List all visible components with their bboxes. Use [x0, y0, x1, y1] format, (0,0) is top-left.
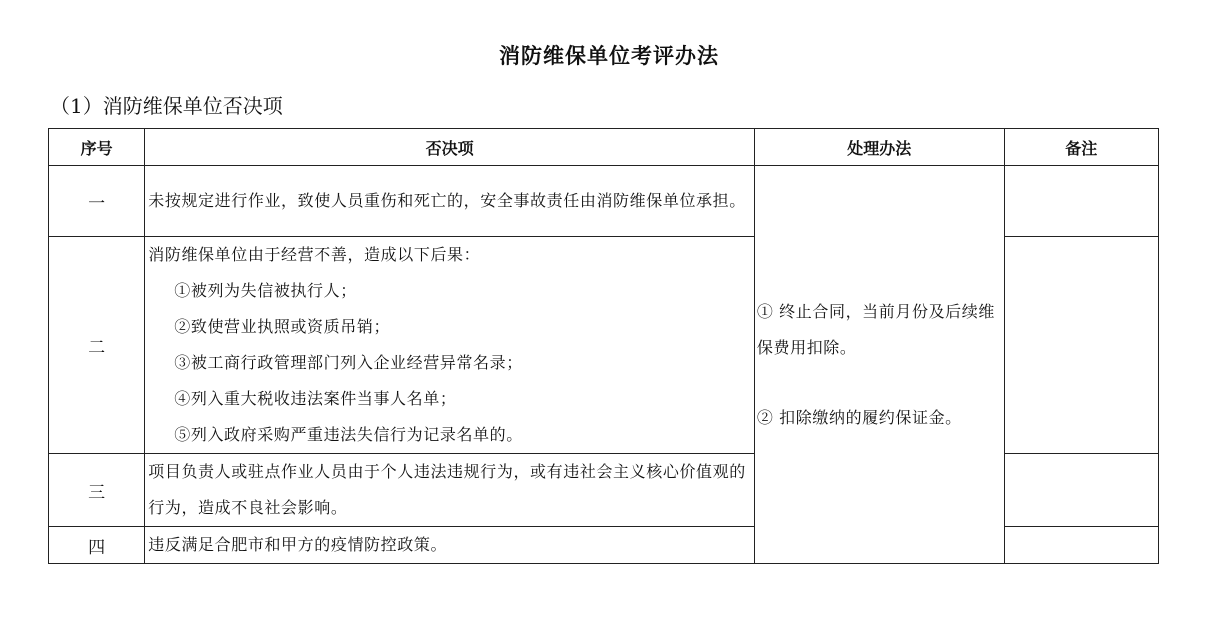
row-number: 三 [49, 454, 145, 527]
veto-item-text [145, 237, 755, 454]
veto-sub-item: ①被列为失信被执行人； [174, 281, 357, 300]
veto-sub-item: ④列入重大税收违法案件当事人名单； [174, 389, 457, 408]
table-row [49, 166, 1159, 237]
header-handling: 处理办法 [754, 129, 1004, 166]
veto-items-table [48, 128, 1159, 564]
veto-item-text: 未按规定进行作业，致使人员重伤和死亡的，安全事故责任由消防维保单位承担。 [145, 166, 755, 237]
header-no: 序号 [49, 129, 145, 166]
row-number: 一 [49, 166, 145, 237]
handling-line-1: ① 终止合同，当前月份及后续维保费用扣除。 [756, 301, 995, 357]
row-number: 二 [49, 237, 145, 454]
document-title: 消防维保单位考评办法 [499, 43, 719, 68]
veto-sub-item: ②致使营业执照或资质吊销； [174, 317, 391, 336]
veto-item-intro: 消防维保单位由于经营不善，造成以下后果： [148, 245, 481, 264]
note-cell [1004, 237, 1158, 454]
handling-spacer [757, 366, 1004, 400]
veto-item-text: 项目负责人或驻点作业人员由于个人违法违规行为，或有违社会主义核心价值观的行为，造成不良社会影响。 [145, 454, 755, 527]
veto-sub-item: ⑤列入政府采购严重违法失信行为记录名单的。 [174, 425, 523, 444]
table-header-row [49, 129, 1159, 166]
note-cell [1004, 527, 1158, 564]
handling-method-cell [754, 166, 1004, 564]
handling-line-2: ② 扣除缴纳的履约保证金。 [756, 407, 962, 427]
header-item: 否决项 [145, 129, 755, 166]
note-cell [1004, 454, 1158, 527]
row-number: 四 [49, 527, 145, 564]
header-note: 备注 [1004, 129, 1158, 166]
veto-sub-item: ③被工商行政管理部门列入企业经营异常名录； [174, 353, 523, 372]
section-heading: （1）消防维保单位否决项 [50, 94, 283, 118]
note-cell [1004, 166, 1158, 237]
veto-item-text: 违反满足合肥市和甲方的疫情防控政策。 [145, 527, 755, 564]
